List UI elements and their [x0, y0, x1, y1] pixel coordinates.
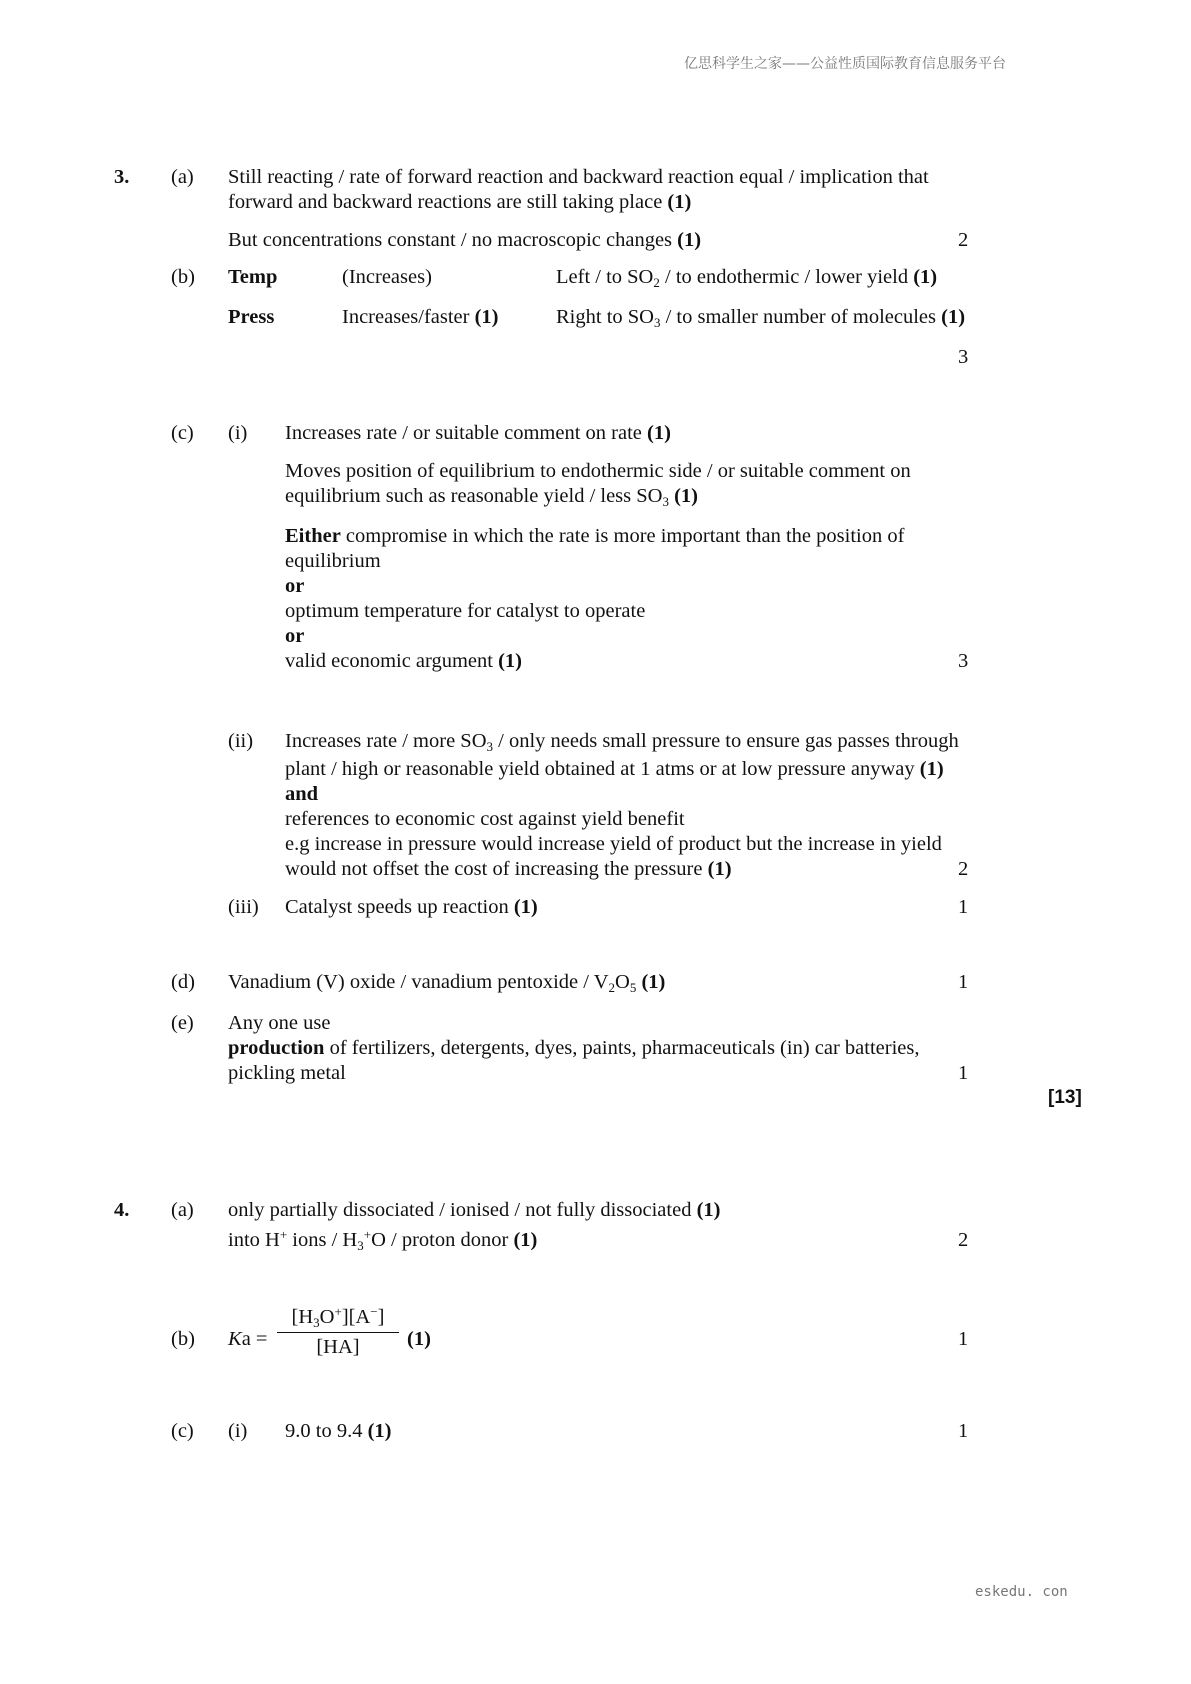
answer-line: optimum temperature for catalyst to operate: [285, 600, 646, 622]
part-label: (a): [171, 1199, 194, 1221]
answer-line: Any one use: [228, 1012, 331, 1034]
answer-text: But concentrations constant / no macroscopic changes: [228, 229, 673, 251]
press-position: Right to $SO_3$ / to smaller number of molecules (1): [556, 306, 966, 330]
subpart-label: (i): [228, 422, 248, 444]
marks-total: 2: [958, 1229, 969, 1251]
part-label: (e): [171, 1012, 194, 1034]
answer-line: would not offset the cost of increasing the pressure (1): [285, 858, 732, 880]
site-footer: eskedu. con: [975, 1584, 1068, 1600]
question-number: 3.: [114, 166, 130, 188]
site-header: 亿思科学生之家——公益性质国际教育信息服务平台: [684, 56, 1006, 72]
marks-total: 2: [958, 858, 969, 880]
marks-total: 1: [958, 896, 969, 918]
ka-symbol: Ka =: [228, 1328, 268, 1350]
answer-line: 9.0 to 9.4 (1): [285, 1420, 392, 1442]
press-effect: Increases/faster (1): [342, 306, 499, 328]
part-label: (b): [171, 266, 195, 288]
answer-line: equilibrium such as reasonable yield / less $SO_3$ (1): [285, 485, 698, 509]
mark-award: (1): [407, 1328, 431, 1350]
question-total: [13]: [1048, 1087, 1082, 1108]
marks-total: 1: [958, 1420, 969, 1442]
answer-line: Still reacting / rate of forward reaction and backward reaction equal / implication that: [228, 166, 929, 188]
marks-total: 3: [958, 346, 969, 368]
part-label: (b): [171, 1328, 195, 1350]
answer-text: forward and backward reactions are still taking place: [228, 191, 663, 213]
answer-line: plant / high or reasonable yield obtained at 1 atms or at low pressure anyway (1): [285, 758, 944, 780]
part-label: (c): [171, 1420, 194, 1442]
marks-total: 2: [958, 229, 969, 251]
ka-fraction: [277, 1305, 399, 1360]
mark-award: (1): [677, 229, 702, 251]
and-separator: and: [285, 783, 319, 805]
answer-line: e.g increase in pressure would increase yield of product but the increase in yield: [285, 833, 942, 855]
or-separator: or: [285, 625, 305, 647]
marks-total: 1: [958, 971, 969, 993]
mark-award: (1): [667, 191, 692, 213]
answer-line: into H+ ions / $H_3^+O$ / proton donor (1): [228, 1227, 538, 1253]
part-label: (c): [171, 422, 194, 444]
answer-line: pickling metal: [228, 1062, 346, 1084]
marks-total: 3: [958, 650, 969, 672]
answer-line: Catalyst speeds up reaction (1): [285, 896, 538, 918]
answer-line: references to economic cost against yield benefit: [285, 808, 685, 830]
subpart-label: (ii): [228, 730, 254, 752]
fraction-bar: [277, 1332, 399, 1333]
answer-line: Either compromise in which the rate is more important than the position of: [285, 525, 905, 547]
subpart-label: (i): [228, 1420, 248, 1442]
marks-total: 1: [958, 1328, 969, 1350]
part-label: (a): [171, 166, 194, 188]
answer-line: [228, 228, 701, 253]
answer-line: Moves position of equilibrium to endothermic side / or suitable comment on: [285, 460, 911, 482]
answer-line: Increases rate / or suitable comment on rate (1): [285, 422, 671, 444]
fraction-denominator: [HA]: [316, 1336, 360, 1358]
answer-line: production of fertilizers, detergents, dyes, paints, pharmaceuticals (in) car batteries,: [228, 1037, 920, 1059]
answer-line: valid economic argument (1): [285, 650, 523, 672]
part-label: (d): [171, 971, 195, 993]
answer-line: equilibrium: [285, 550, 381, 572]
fraction-numerator: $[H_3O^+][A^-]$: [291, 1304, 385, 1330]
temp-position: Left / to $SO_2$ / to endothermic / lower yield (1): [556, 266, 938, 290]
answer-line: Increases rate / more $SO_3$ / only needs small pressure to ensure gas passes through: [285, 730, 959, 754]
subpart-label: (iii): [228, 896, 259, 918]
answer-line: Vanadium (V) oxide / vanadium pentoxide / $V_2O_5$ (1): [228, 971, 666, 995]
press-label: Press: [228, 306, 275, 328]
question-number: 4.: [114, 1199, 130, 1221]
or-separator: or: [285, 575, 305, 597]
answer-line: [228, 190, 691, 215]
marks-total: 1: [958, 1062, 969, 1084]
temp-effect: (Increases): [342, 266, 432, 288]
temp-label: Temp: [228, 266, 278, 288]
answer-line: only partially dissociated / ionised / not fully dissociated (1): [228, 1199, 721, 1221]
